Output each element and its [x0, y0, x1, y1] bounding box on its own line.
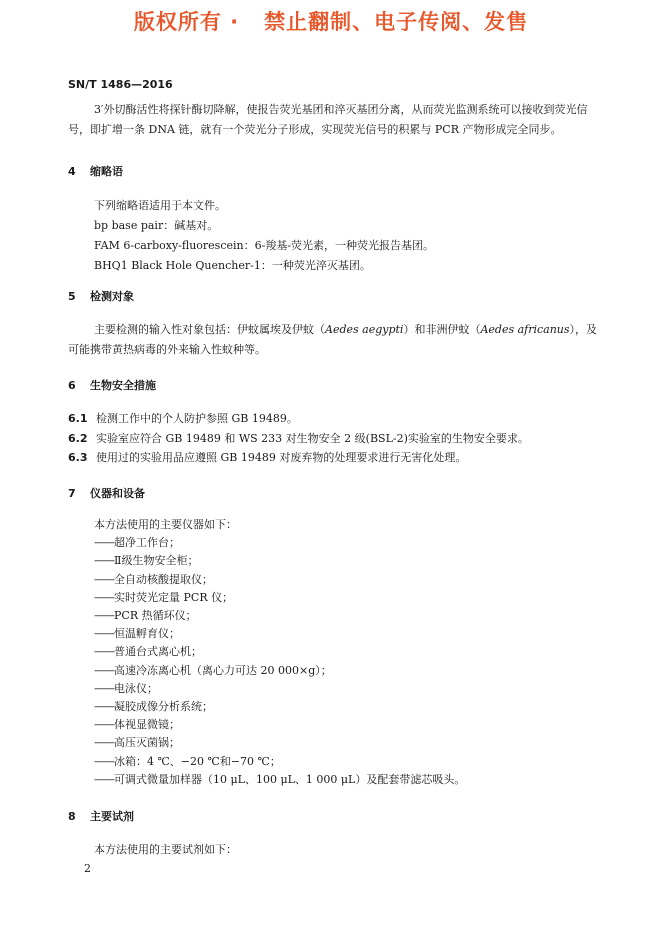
- equipment-item-text: Ⅱ级生物安全柜；: [114, 554, 199, 568]
- equipment-item-text: 电泳仪；: [114, 681, 158, 695]
- equipment-item: [68, 589, 592, 607]
- equipment-item-text: 全自动核酸提取仪；: [114, 572, 213, 586]
- equipment-item-text: 凝胶成像分析系统；: [114, 700, 213, 714]
- clause-6-1: 6.1 检测工作中的个人防护参照 GB 19489。: [68, 412, 298, 425]
- equipment-item-text: 高压灭菌锅；: [114, 736, 180, 750]
- intro-line-1: 3′外切酶活性将探针酶切降解，使报告荧光基团和淬灭基团分离，从而荧光监测系统可以接收到荧光信: [94, 103, 588, 116]
- section-4-line: bp base pair：碱基对。: [94, 219, 219, 232]
- list-dash: ——: [94, 609, 114, 623]
- page-number: 2: [84, 862, 91, 875]
- intro-line-2: 号，即扩增一条 DNA 链，就有一个荧光分子形成，实现荧光信号的积累与 PCR 产物形成完全同步。: [68, 123, 562, 136]
- equipment-item: [68, 534, 592, 552]
- equipment-item: [68, 625, 592, 643]
- list-dash: ——: [94, 700, 114, 714]
- section-8-intro: 本方法使用的主要试剂如下：: [94, 843, 237, 856]
- section-4-heading: [68, 163, 123, 179]
- section-5-body: [68, 320, 598, 360]
- list-dash: ——: [94, 754, 114, 768]
- section-title: 生物安全措施: [90, 379, 156, 392]
- list-dash: ——: [94, 536, 114, 550]
- species-name: Aedes aegypti: [325, 323, 404, 336]
- section-8-body: [68, 840, 592, 860]
- clause-6-2: 6.2 实验室应符合 GB 19489 和 WS 233 对生物安全 2 级(BSL-2)实验室的生物安全要求。: [68, 432, 529, 445]
- species-name: Aedes africanus: [480, 323, 570, 336]
- section-4-line: BHQ1 Black Hole Quencher-1：一种荧光淬灭基团。: [94, 259, 371, 272]
- section-title: 缩略语: [90, 165, 123, 178]
- list-dash: ——: [94, 590, 114, 604]
- list-dash: ——: [94, 554, 114, 568]
- equipment-item: [68, 680, 592, 698]
- list-dash: ——: [94, 663, 114, 677]
- equipment-item: [68, 552, 592, 570]
- section-4-body: [68, 196, 592, 276]
- section-4-line: FAM 6-carboxy-fluorescein：6-羧基-荧光素，一种荧光报告基团。: [94, 239, 435, 252]
- section-5-line-2: 可能携带黄热病毒的外来输入性蚊种等。: [68, 343, 266, 356]
- equipment-item: [68, 771, 592, 789]
- equipment-item-text: 普通台式离心机；: [114, 645, 202, 659]
- section-title: 仪器和设备: [90, 487, 145, 500]
- section-number: 5: [68, 290, 76, 303]
- equipment-item-text: 实时荧光定量 PCR 仪；: [114, 590, 234, 604]
- section-title: 检测对象: [90, 290, 134, 303]
- section-4-line: 下列缩略语适用于本文件。: [94, 199, 226, 212]
- equipment-item-text: PCR 热循环仪；: [114, 609, 197, 623]
- equipment-item-text: 恒温孵育仪；: [114, 627, 180, 641]
- equipment-item: [68, 662, 592, 680]
- equipment-item: [68, 643, 592, 661]
- list-dash: ——: [94, 681, 114, 695]
- intro-paragraph: [68, 100, 592, 140]
- list-dash: ——: [94, 772, 114, 786]
- equipment-item-text: 超净工作台；: [114, 536, 180, 550]
- equipment-item-text: 高速冷冻离心机（离心力可达 20 000×g）；: [114, 663, 332, 677]
- equipment-item: [68, 734, 592, 752]
- section-number: 6: [68, 379, 76, 392]
- section-6-heading: [68, 377, 156, 393]
- list-dash: ——: [94, 736, 114, 750]
- clause-6-3: 6.3 使用过的实验用品应遵照 GB 19489 对废弃物的处理要求进行无害化处理。: [68, 451, 467, 464]
- equipment-item-text: 可调式微量加样器（10 μL、100 μL、1 000 μL）及配套带滤芯吸头。: [114, 772, 466, 786]
- equipment-item-text: 冰箱：4 ℃、−20 ℃和−70 ℃；: [114, 754, 281, 768]
- section-number: 4: [68, 165, 76, 178]
- standard-number: SN/T 1486—2016: [68, 78, 173, 91]
- list-dash: ——: [94, 645, 114, 659]
- copyright-banner: 版权所有 · 禁止翻制、电子传阅、发售: [133, 10, 529, 34]
- equipment-list: [68, 534, 592, 789]
- section-8-heading: [68, 808, 134, 824]
- equipment-item: [68, 607, 592, 625]
- equipment-item: [68, 753, 592, 771]
- equipment-item-text: 体视显微镜；: [114, 718, 180, 732]
- section-7-heading: [68, 485, 145, 501]
- equipment-item: [68, 571, 592, 589]
- section-5-heading: [68, 288, 134, 304]
- list-dash: ——: [94, 572, 114, 586]
- equipment-item: [68, 698, 592, 716]
- section-7-body: [68, 516, 592, 789]
- equipment-item: [68, 716, 592, 734]
- list-dash: ——: [94, 627, 114, 641]
- section-number: 8: [68, 810, 76, 823]
- list-dash: ——: [94, 718, 114, 732]
- section-number: 7: [68, 487, 76, 500]
- section-7-intro: 本方法使用的主要仪器如下：: [94, 518, 237, 531]
- section-title: 主要试剂: [90, 810, 134, 823]
- section-5-line-1: 主要检测的输入性对象包括：伊蚊属埃及伊蚊（Aedes aegypti）和非洲伊蚊（Aedes africanus），及: [94, 323, 598, 336]
